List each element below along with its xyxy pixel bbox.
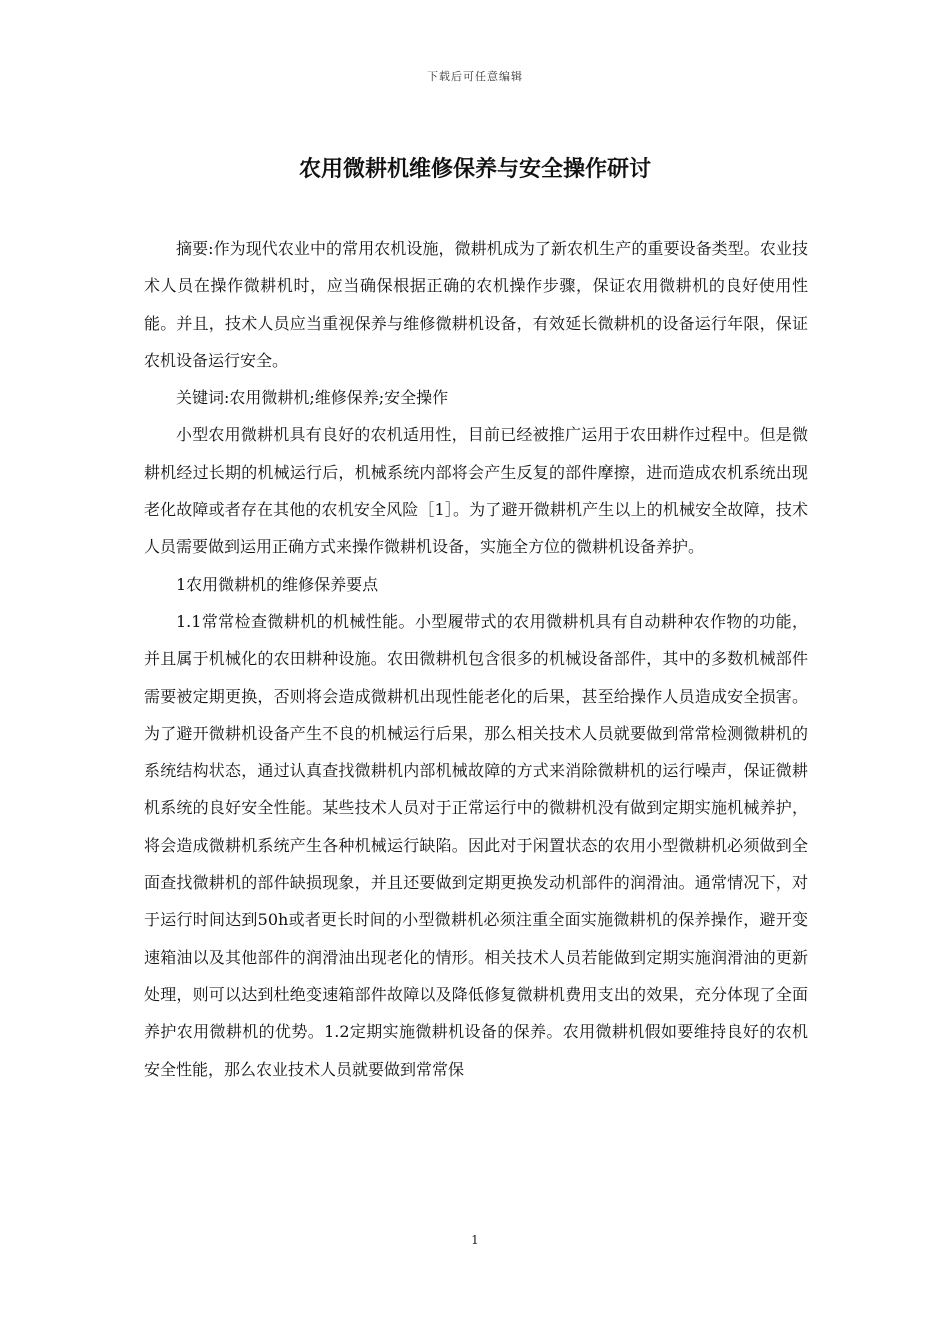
intro-paragraph: 小型农用微耕机具有良好的农机适用性，目前已经被推广运用于农田耕作过程中。但是微耕机经过长期的机械运行后，机械系统内部将会产生反复的部件摩擦，进而造成农机系统出现老化故障或者存在其他的农机安全风险［1］。为了避开微耕机产生以上的机械安全故障，技术人员需要做到运用正确方式来操作微耕机设备，实施全方位的微耕机设备养护。 xyxy=(144,425,808,557)
page-number: 1 xyxy=(471,1233,479,1247)
abstract-paragraph: 摘要:作为现代农业中的常用农机设施，微耕机成为了新农机生产的重要设备类型。农业技术人员在操作微耕机时，应当确保根据正确的农机操作步骤，保证农用微耕机的良好使用性能。并且，技术人员应当重视保养与维修微耕机设备，有效延长微耕机的设备运行年限，保证农机设备运行安全。 xyxy=(144,239,808,370)
document-title: 农用微耕机维修保养与安全操作研讨 xyxy=(298,157,651,182)
section-paragraph: 1.1常常检查微耕机的机械性能。小型履带式的农用微耕机具有自动耕种农作物的功能，并且属于机械化的农田耕种设施。农田微耕机包含很多的机械设备部件，其中的多数机械部件需要被定期更换，否则将会造成微耕机出现性能老化的后果，甚至给操作人员造成安全损害。为了避开微耕机设备产生不良的机械运行后果，那么相关技术人员就要做到常常检测微耕机的系统结构状态，通过认真查找微耕机内部机械故障的方式来消除微耕机的运行噪声，保证微耕机系统的良好安全性能。某些技术人员对于正常运行中的微耕机没有做到定期实施机械养护，将会造成微耕机系统产生各种机械运行缺陷。因此对于闲置状态的农用小型微耕机必须做到全面查找微耕机的部件缺损现象，并且还要做到定期更换发动机部件的润滑油。通常情况下，对于运行时间达到50h或者更长时间的小型微耕机必须注重全面实施微耕机的保养操作，避开变速箱油以及其他部件的润滑油出现老化的情形。相关技术人员若能做到定期实施润滑油的更新处理，则可以达到杜绝变速箱部件故障以及降低修复微耕机费用支出的效果，充分体现了全面养护农用微耕机的优势。1.2定期实施微耕机设备的保养。农用微耕机假如要维持良好的农机安全性能，那么农业技术人员就要做到常常保 xyxy=(144,611,808,1079)
section-heading: 1农用微耕机的维修保养要点 xyxy=(176,574,379,594)
header-note: 下载后可任意编辑 xyxy=(427,70,523,83)
keywords-paragraph: 关键词:农用微耕机;维修保养;安全操作 xyxy=(176,388,449,408)
document-body xyxy=(144,230,808,1088)
